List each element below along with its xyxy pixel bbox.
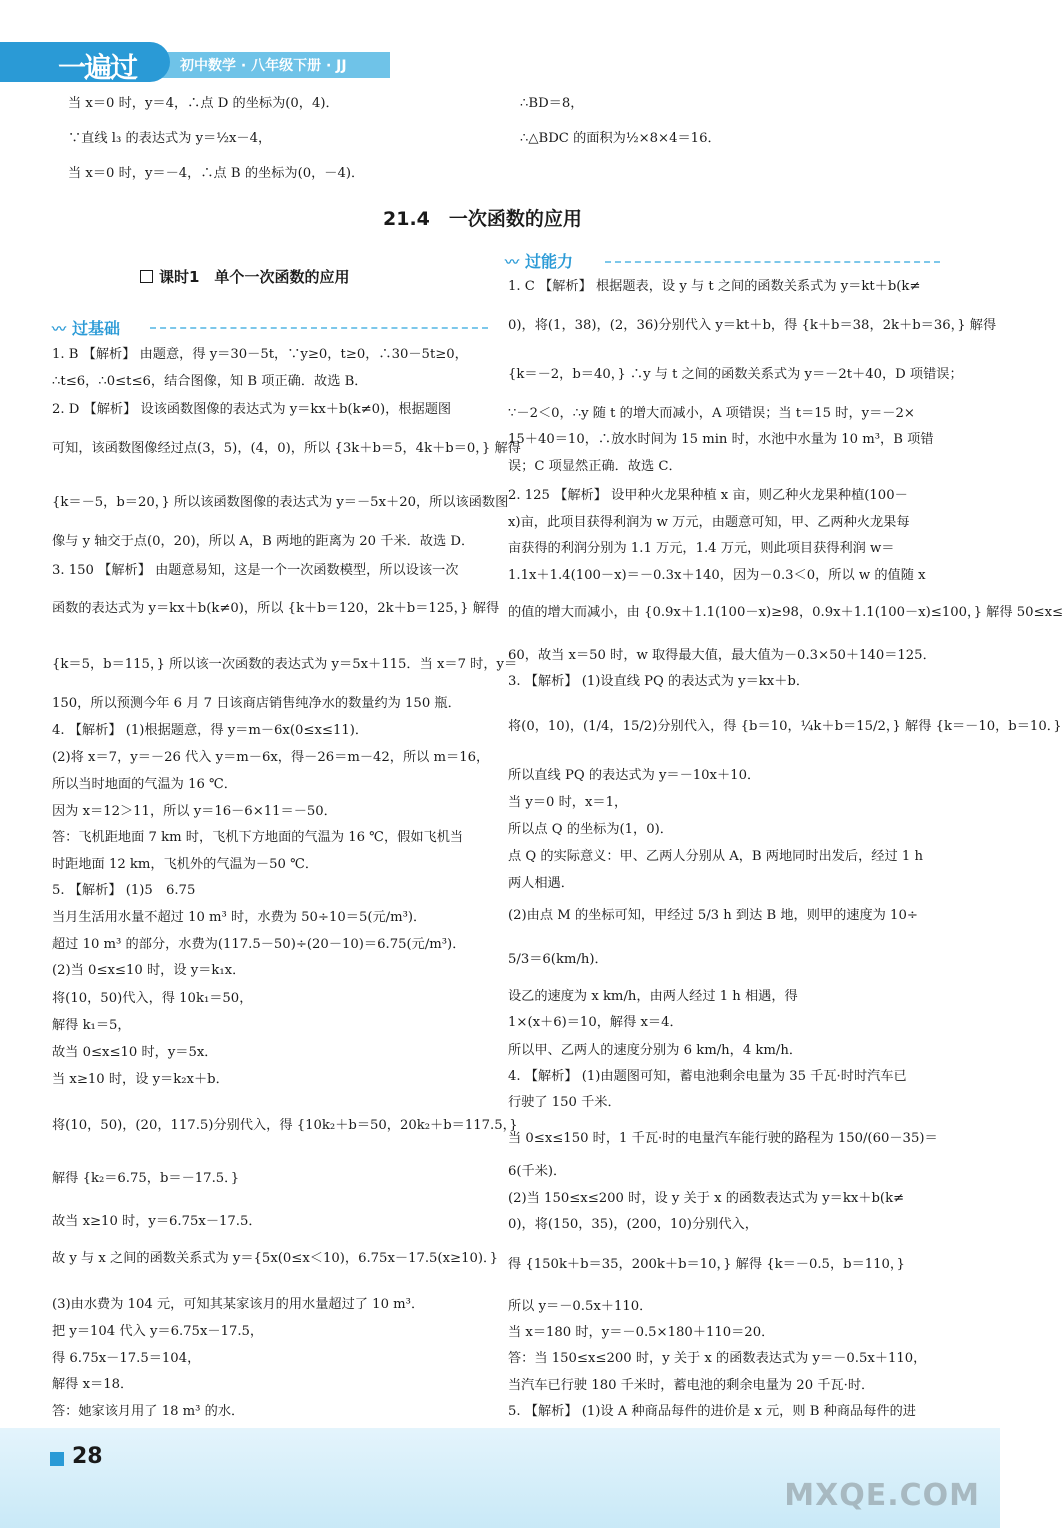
left-col-line: 解得 {k₂＝6.75，b＝－17.5．} — [52, 1171, 240, 1186]
right-col-line: 得 {150k＋b＝35，200k＋b＝10，} 解得 {k＝－0.5，b＝110，} — [508, 1257, 905, 1272]
right-col-line: 3. 【解析】 (1)设直线 PQ 的表达式为 y＝kx＋b． — [508, 674, 810, 689]
lesson-box-icon — [140, 270, 153, 283]
left-col-line: 3. 150 【解析】 由题意易知，这是一个一次函数模型，所以设该一次 — [52, 563, 459, 578]
right-col-line: 点 Q 的实际意义：甲、乙两人分别从 A，B 两地同时出发后，经过 1 h — [508, 849, 923, 864]
left-col-line: 当月生活用水量不超过 10 m³ 时，水费为 50÷10＝5(元/m³)． — [52, 910, 427, 925]
right-col-line: 1.1x＋1.4(100－x)＝－0.3x＋140，因为－0.3＜0，所以 w 的值随 x — [508, 568, 926, 583]
left-col-line: 因为 x＝12＞11，所以 y＝16－6×11＝－50． — [52, 804, 337, 819]
left-col-line: {k＝5，b＝115，} 所以该一次函数的表达式为 y＝5x＋115．当 x＝7 时，y＝ — [52, 657, 518, 672]
left-col-line: 答：她家该月用了 18 m³ 的水． — [52, 1404, 245, 1419]
left-col-line: (2)当 0≤x≤10 时，设 y＝k₁x． — [52, 963, 246, 978]
left-col-line: 解得 x＝18． — [52, 1377, 134, 1392]
right-col-line: 6(千米)． — [508, 1164, 567, 1179]
right-col-line: 所以直线 PQ 的表达式为 y＝－10x＋10． — [508, 768, 761, 783]
top-right-line-1: ∴BD＝8， — [520, 96, 584, 111]
right-col-line: 0)，将(1，38)，(2，36)分别代入 y＝kt＋b，得 {k＋b＝38，2k＋b＝36，} 解得 — [508, 318, 997, 333]
left-col-line: 5. 【解析】 (1)5 6.75 — [52, 883, 196, 898]
right-col-line: ∵－2＜0，∴y 随 t 的增大而减小，A 项错误；当 t＝15 时，y＝－2× — [508, 406, 915, 421]
part-head-ability-label: 过能力 — [525, 252, 574, 271]
right-col-line: 设乙的速度为 x km/h，由两人经过 1 h 相遇，得 — [508, 989, 798, 1004]
right-col-line: 0)，将(150，35)，(200，10)分别代入， — [508, 1217, 758, 1232]
book-label: 初中数学 · 八年级下册 · JJ — [180, 58, 347, 74]
part-head-basic-label: 过基础 — [72, 319, 121, 338]
header-bar — [0, 51, 390, 84]
right-col-line: 1×(x＋6)＝10，解得 x＝4． — [508, 1015, 683, 1030]
top-left-line-2: ∵直线 l₃ 的表达式为 y＝½x－4， — [68, 131, 272, 146]
left-col-line: 函数的表达式为 y＝kx＋b(k≠0)，所以 {k＋b＝120，2k＋b＝125，} 解得 — [52, 601, 500, 616]
right-col-line: 15＋40＝10，∴放水时间为 15 min 时，水池中水量为 10 m³，B 项错 — [508, 432, 934, 447]
right-col-line: 1. C 【解析】 根据题表，设 y 与 t 之间的函数关系式为 y＝kt＋b(k≠ — [508, 279, 921, 294]
part-rule-basic — [150, 327, 488, 329]
left-col-line: 将(10，50)，(20，117.5)分别代入，得 {10k₂＋b＝50，20k₂＋b＝117.5，} — [52, 1118, 518, 1133]
part-rule-ability — [605, 261, 940, 263]
left-col-line: 超过 10 m³ 的部分，水费为(117.5－50)÷(20－10)＝6.75(元/m³)． — [52, 937, 466, 952]
left-col-line: 150，所以预测今年 6 月 7 日该商店销售纯净水的数量约为 150 瓶． — [52, 696, 461, 711]
top-right-line-2: ∴△BDC 的面积为½×8×4＝16． — [520, 131, 721, 146]
right-col-line: (2)由点 M 的坐标可知，甲经过 5/3 h 到达 B 地，则甲的速度为 10÷ — [508, 908, 918, 923]
right-col-line: (2)当 150≤x≤200 时，设 y 关于 x 的函数表达式为 y＝kx＋b(k≠ — [508, 1191, 905, 1206]
right-col-line: 当 0≤x≤150 时，1 千瓦·时的电量汽车能行驶的路程为 150/(60－35)＝ — [508, 1131, 938, 1146]
watermark: MXQE.COM — [784, 1478, 980, 1513]
right-col-line: 60，故当 x＝50 时，w 取得最大值，最大值为－0.3×50＋140＝125． — [508, 648, 936, 663]
left-col-line: 故 y 与 x 之间的函数关系式为 y＝{5x(0≤x＜10)，6.75x－17.5(x≥10)．} — [52, 1251, 498, 1266]
left-col-line: 时距地面 12 km，飞机外的气温为－50 ℃． — [52, 857, 319, 872]
lesson-title-text: 课时1 单个一次函数的应用 — [159, 268, 350, 286]
left-col-line: (3)由水费为 104 元，可知其某家该月的用水量超过了 10 m³． — [52, 1297, 425, 1312]
right-col-line: 两人相遇． — [508, 876, 574, 891]
left-col-line: 故当 x≥10 时，y＝6.75x－17.5． — [52, 1214, 262, 1229]
left-col-line: (2)将 x＝7，y＝－26 代入 y＝m－6x，得－26＝m－42，所以 m＝16， — [52, 750, 490, 765]
right-col-line: 2. 125 【解析】 设甲种火龙果种植 x 亩，则乙种火龙果种植(100－ — [508, 488, 908, 503]
right-col-line: 当 y＝0 时，x＝1， — [508, 795, 628, 810]
right-col-line: 误；C 项显然正确．故选 C． — [508, 459, 682, 474]
left-col-line: 故当 0≤x≤10 时，y＝5x． — [52, 1045, 218, 1060]
right-col-line: 当 x＝180 时，y＝－0.5×180＋110＝20． — [508, 1325, 775, 1340]
left-col-line: 得 6.75x－17.5＝104， — [52, 1351, 201, 1366]
left-col-line: 解得 k₁＝5， — [52, 1018, 131, 1033]
top-left-line-3: 当 x＝0 时，y＝－4，∴点 B 的坐标为(0，－4)． — [68, 166, 365, 181]
left-col-line: 答：飞机距地面 7 km 时，飞机下方地面的气温为 16 ℃，假如飞机当 — [52, 830, 464, 845]
page-number: 28 — [72, 1444, 103, 1469]
left-col-line: 可知，该函数图像经过点(3，5)，(4，0)，所以 {3k＋b＝5，4k＋b＝0，} 解得 — [52, 441, 521, 456]
part-head-basic — [52, 316, 120, 339]
right-col-line: 行驶了 150 千米． — [508, 1095, 621, 1110]
left-col-line: 将(10，50)代入，得 10k₁＝50， — [52, 991, 253, 1006]
left-col-line: 所以当时地面的气温为 16 ℃． — [52, 777, 237, 792]
left-col-line: 2. D 【解析】 设该函数图像的表达式为 y＝kx＋b(k≠0)，根据题图 — [52, 402, 452, 417]
wave-icon: 〰 — [52, 322, 66, 338]
top-left-line-1: 当 x＝0 时，y＝4，∴点 D 的坐标为(0，4)． — [68, 96, 339, 111]
right-col-line: 5/3＝6(km/h)． — [508, 952, 608, 967]
left-col-line: 4. 【解析】 (1)根据题意，得 y＝m－6x(0≤x≤11)． — [52, 723, 369, 738]
right-col-line: 5. 【解析】 (1)设 A 种商品每件的进价是 x 元，则 B 种商品每件的进 — [508, 1404, 916, 1419]
right-col-line: 所以点 Q 的坐标为(1，0)． — [508, 822, 673, 837]
left-col-line: 把 y＝104 代入 y＝6.75x－17.5， — [52, 1324, 264, 1339]
brand-logo: 一遍过 — [58, 51, 137, 84]
left-col-line: 1. B 【解析】 由题意，得 y＝30－5t，∵y≥0，t≥0，∴30－5t≥0， — [52, 347, 468, 362]
left-col-line: {k＝－5，b＝20，} 所以该函数图像的表达式为 y＝－5x＋20，所以该函数图 — [52, 495, 509, 510]
page-mark-icon — [50, 1452, 64, 1466]
part-head-ability — [505, 249, 573, 272]
section-title: 21.4 一次函数的应用 — [383, 208, 582, 230]
right-col-line: 当汽车已行驶 180 千米时，蓄电池的剩余电量为 20 千瓦·时． — [508, 1378, 875, 1393]
wave-icon: 〰 — [505, 255, 519, 271]
right-col-line: 亩获得的利润分别为 1.1 万元，1.4 万元，则此项目获得利润 w＝ — [508, 541, 895, 556]
right-col-line: 4. 【解析】 (1)由题图可知，蓄电池剩余电量为 35 千瓦·时时汽车已 — [508, 1069, 907, 1084]
left-col-line: 像与 y 轴交于点(0，20)，所以 A，B 两地的距离为 20 千米．故选 D． — [52, 534, 475, 549]
right-col-line: 所以 y＝－0.5x＋110． — [508, 1299, 653, 1314]
right-col-line: {k＝－2，b＝40，} ∴y 与 t 之间的函数关系式为 y＝－2t＋40，D 项错误； — [508, 367, 963, 382]
right-col-line: x)亩，此项目获得利润为 w 万元，由题意可知，甲、乙两种火龙果每 — [508, 515, 910, 530]
lesson-title — [140, 266, 349, 287]
right-col-line: 答：当 150≤x≤200 时，y 关于 x 的函数表达式为 y＝－0.5x＋110， — [508, 1351, 927, 1366]
right-col-line: 的值的增大而减小，由 {0.9x＋1.1(100－x)≥98，0.9x＋1.1(100－x)≤100，} 解得 50≤x≤ — [508, 605, 1063, 620]
right-col-line: 所以甲、乙两人的速度分别为 6 km/h，4 km/h． — [508, 1043, 803, 1058]
right-col-line: 将(0，10)，(1/4，15/2)分别代入，得 {b＝10，¼k＋b＝15/2，} 解得 {k＝－10，b＝10．} — [508, 719, 1062, 734]
left-col-line: ∴t≤6，∴0≤t≤6，结合图像，知 B 项正确．故选 B． — [52, 374, 368, 389]
left-col-line: 当 x≥10 时，设 y＝k₂x＋b． — [52, 1072, 229, 1087]
